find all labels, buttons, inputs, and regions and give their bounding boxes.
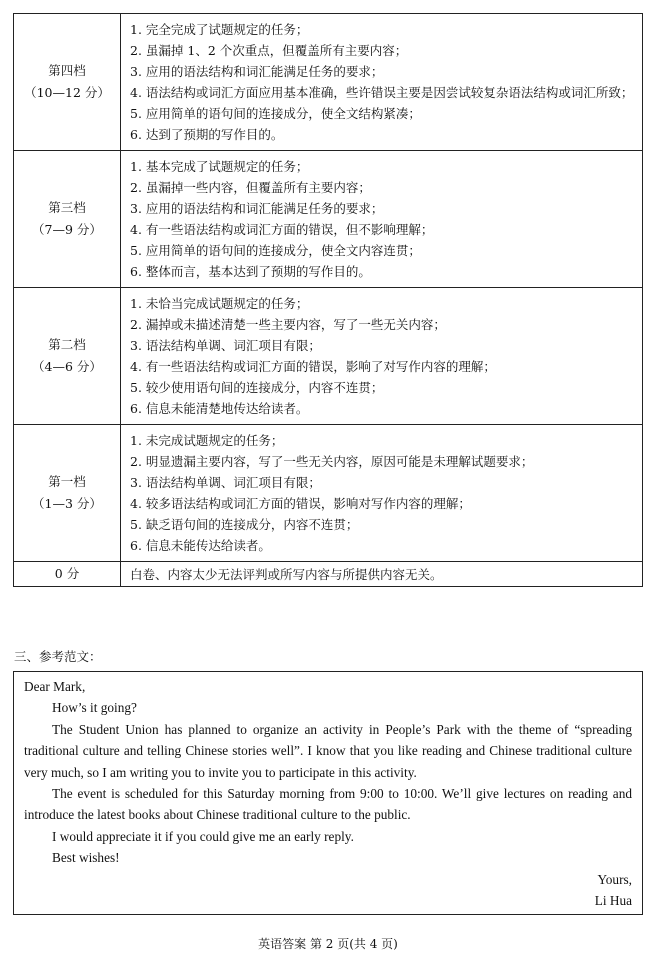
criteria-cell <box>121 425 643 562</box>
criteria-item: 3. 应用的语法结构和词汇能满足任务的要求； <box>130 64 384 79</box>
rubric-body <box>14 14 643 587</box>
grade-range: （4—6 分） <box>32 359 102 374</box>
rubric-row-zero <box>14 562 643 587</box>
criteria-item: 3. 语法结构单调、词汇项目有限； <box>130 475 321 490</box>
criteria-item: 4. 有一些语法结构或词汇方面的错误，但不影响理解； <box>130 222 434 237</box>
letter-paragraph: The event is scheduled for this Saturday morning from 9:00 to 10:00. We’ll give lectures on reading and introduce the latest books about Chinese traditional culture to the public. <box>24 786 632 823</box>
grade-cell <box>14 288 121 425</box>
criteria-item: 5. 较少使用语句间的连接成分，内容不连贯； <box>130 380 384 395</box>
grade-name: 第四档 <box>48 63 86 78</box>
section-title: 三、参考范文： <box>14 649 102 664</box>
criteria-item: 6. 整体而言，基本达到了预期的写作目的。 <box>130 264 371 279</box>
criteria-item: 5. 缺乏语句间的连接成分，内容不连贯； <box>130 517 359 532</box>
page-footer: 英语答案 第 2 页(共 4 页) <box>258 937 398 951</box>
grade-cell <box>14 14 121 151</box>
letter-signature: Li Hua <box>594 893 632 909</box>
criteria-item: 1. 基本完成了试题规定的任务； <box>130 159 309 174</box>
criteria-item: 5. 应用简单的语句间的连接成分，使全文结构紧凑； <box>130 106 421 121</box>
criteria-item: 3. 语法结构单调、词汇项目有限； <box>130 338 321 353</box>
rubric-row-level-1 <box>14 425 643 562</box>
grade-cell: 0 分 <box>14 562 121 587</box>
criteria-cell <box>121 151 643 288</box>
grade-range: （7—9 分） <box>32 222 102 237</box>
letter-salutation: Dear Mark, <box>24 679 86 694</box>
scoring-rubric-table <box>13 13 643 587</box>
letter-closing: Yours, <box>597 871 632 887</box>
criteria-item: 2. 虽漏掉 1、2 个次重点，但覆盖所有主要内容； <box>130 43 408 58</box>
rubric-row-level-3 <box>14 151 643 288</box>
criteria-item: 5. 应用简单的语句间的连接成分，使全文内容连贯； <box>130 243 421 258</box>
letter-paragraph: I would appreciate it if you could give me an early reply. <box>52 828 354 844</box>
sample-letter-box <box>13 671 643 915</box>
criteria-item: 6. 信息未能传达给读者。 <box>130 538 271 553</box>
grade-name: 第二档 <box>48 337 86 352</box>
grade-range: （10—12 分） <box>24 85 110 100</box>
rubric-row-level-4 <box>14 14 643 151</box>
criteria-item: 4. 较多语法结构或词汇方面的错误，影响对写作内容的理解； <box>130 496 471 511</box>
criteria-item: 4. 有一些语法结构或词汇方面的错误，影响了对写作内容的理解； <box>130 359 496 374</box>
criteria-item: 2. 虽漏掉一些内容，但覆盖所有主要内容； <box>130 180 371 195</box>
grade-cell <box>14 151 121 288</box>
grade-name: 第三档 <box>48 200 86 215</box>
grade-name: 第一档 <box>48 474 86 489</box>
criteria-item: 2. 漏掉或未描述清楚一些主要内容，写了一些无关内容； <box>130 317 446 332</box>
criteria-cell <box>121 14 643 151</box>
criteria-item: 1. 未恰当完成试题规定的任务； <box>130 296 309 311</box>
letter-greeting: How’s it going? <box>52 700 137 716</box>
grade-range: （1—3 分） <box>32 496 102 511</box>
criteria-item: 4. 语法结构或词汇方面应用基本准确，些许错误主要是因尝试较复杂语法结构或词汇所致； <box>130 85 634 100</box>
criteria-item: 3. 应用的语法结构和词汇能满足任务的要求； <box>130 201 384 216</box>
grade-cell <box>14 425 121 562</box>
rubric-row-level-2 <box>14 288 643 425</box>
criteria-cell <box>121 288 643 425</box>
letter-paragraph: The Student Union has planned to organize an activity in People’s Park with the theme of “spreading traditional culture and telling Chinese stories well”. I know that you like reading and Chinese traditional culture very much, so I am writing you to invite you to participate in this activity. <box>24 721 632 780</box>
criteria-item: 1. 完全完成了试题规定的任务； <box>130 22 309 37</box>
criteria-item: 1. 未完成试题规定的任务； <box>130 433 284 448</box>
criteria-item: 6. 信息未能清楚地传达给读者。 <box>130 401 309 416</box>
criteria-item: 2. 明显遗漏主要内容，写了一些无关内容，原因可能是未理解试题要求； <box>130 454 534 469</box>
letter-wishes: Best wishes! <box>52 850 120 866</box>
criteria-item: 6. 达到了预期的写作目的。 <box>130 127 284 142</box>
criteria-cell: 白卷、内容太少无法评判或所写内容与所提供内容无关。 <box>121 562 643 587</box>
